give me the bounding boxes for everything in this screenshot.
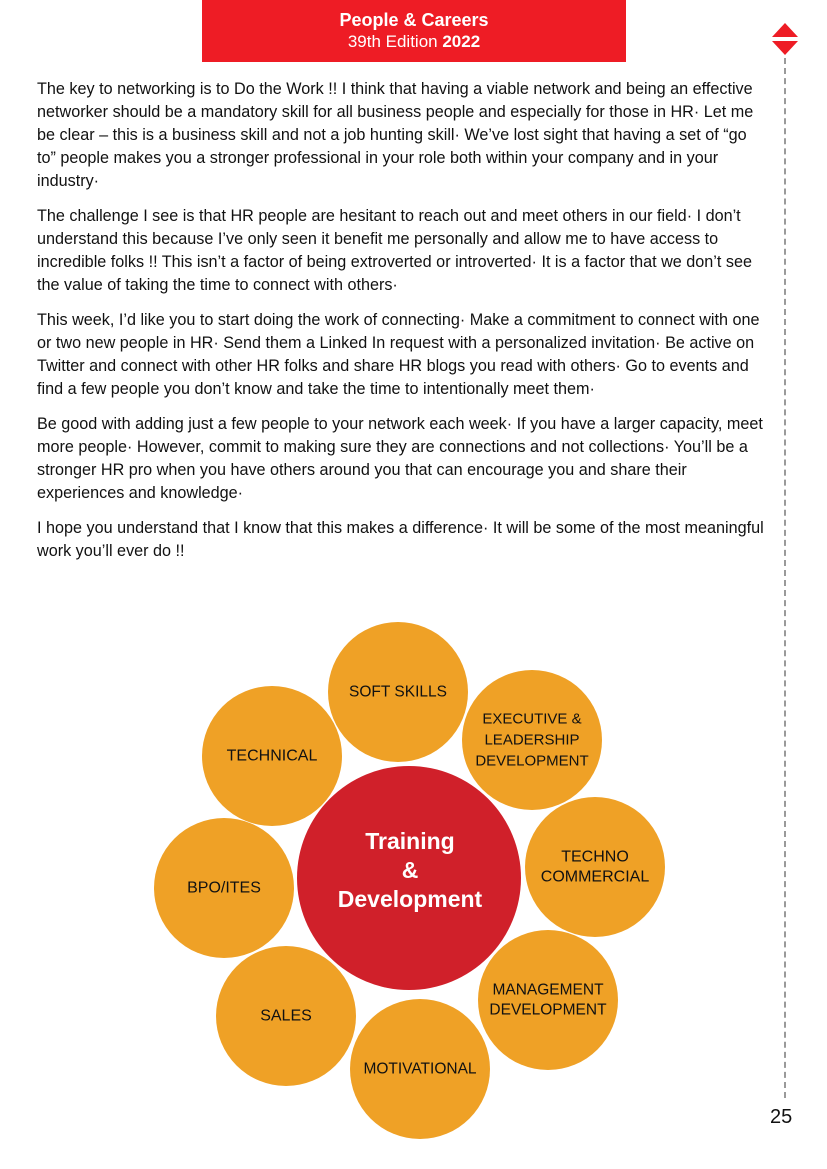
bubble-label-executive-leadership: DEVELOPMENT bbox=[475, 752, 589, 770]
bubble-label-soft-skills: SOFT SKILLS bbox=[349, 683, 447, 701]
paragraph: Be good with adding just a few people to your network each week· If you have a larger capacity, meet more people· However, commit to making sure they are connections and not collections· You’ll be a stronger HR pro when you have others around you that can encourage you and share their experiences and knowledge· bbox=[37, 415, 763, 502]
bubble-label-technical: TECHNICAL bbox=[226, 747, 318, 765]
paragraph: I hope you understand that I know that this makes a difference· It will be some of the most meaningful work you’ll ever do !! bbox=[37, 519, 764, 560]
header-edition-line bbox=[202, 31, 626, 53]
header-title: People & Careers bbox=[339, 10, 489, 30]
bubble-label-management-development: DEVELOPMENT bbox=[489, 1001, 607, 1019]
header-banner bbox=[202, 0, 626, 62]
bubble-label-techno-commercial: TECHNO bbox=[561, 848, 629, 866]
center-bubble-label: & bbox=[401, 857, 419, 883]
bubble-label-motivational: MOTIVATIONAL bbox=[363, 1060, 477, 1078]
center-bubble-label: Development bbox=[337, 886, 483, 912]
bubble-techno-commercial bbox=[525, 797, 665, 937]
center-bubble-label: Training bbox=[365, 828, 455, 854]
page-number: 25 bbox=[770, 1106, 793, 1128]
bubble-label-sales: SALES bbox=[260, 1007, 312, 1025]
header-year: 2022 bbox=[442, 32, 481, 51]
bubble-label-bpo-ites: BPO/ITES bbox=[187, 879, 261, 897]
paragraph: This week, I’d like you to start doing the work of connecting· Make a commitment to connect with one or two new people in HR· Send them a Linked In request with a personalized invitation· Be active on Twitter and connect with other HR folks and share HR blogs you read with others· Go to events and find a few people you don’t know and take the time to intentionally meet them· bbox=[37, 311, 760, 398]
article-body bbox=[37, 78, 765, 575]
training-development-diagram bbox=[0, 600, 827, 1169]
bubble-label-executive-leadership: EXECUTIVE & bbox=[482, 710, 582, 728]
diamond-arrows-icon bbox=[770, 22, 800, 56]
paragraph: The key to networking is to Do the Work !! I think that having a viable network and being an effective networker should be a mandatory skill for all business people and especially for those in HR· Let me be clear – this is a business skill and not a job hunting skill· We’ve lost sight that having a set of “go to” people makes you a stronger professional in your role both within your company and in your industry· bbox=[37, 80, 754, 190]
bubble-label-executive-leadership: LEADERSHIP bbox=[484, 731, 580, 749]
bubble-label-techno-commercial: COMMERCIAL bbox=[540, 868, 650, 886]
bubble-management-development bbox=[478, 930, 618, 1070]
paragraph: The challenge I see is that HR people are hesitant to reach out and meet others in our field· I don’t understand this because I’ve only seen it benefit me personally and allow me to have access to incredible folks !! This isn’t a factor of being extroverted or introverted· It is a factor that we don’t see the value of taking the time to connect with others· bbox=[37, 207, 752, 294]
bubble-label-management-development: MANAGEMENT bbox=[492, 981, 604, 999]
header-edition: 39th Edition bbox=[347, 32, 438, 51]
